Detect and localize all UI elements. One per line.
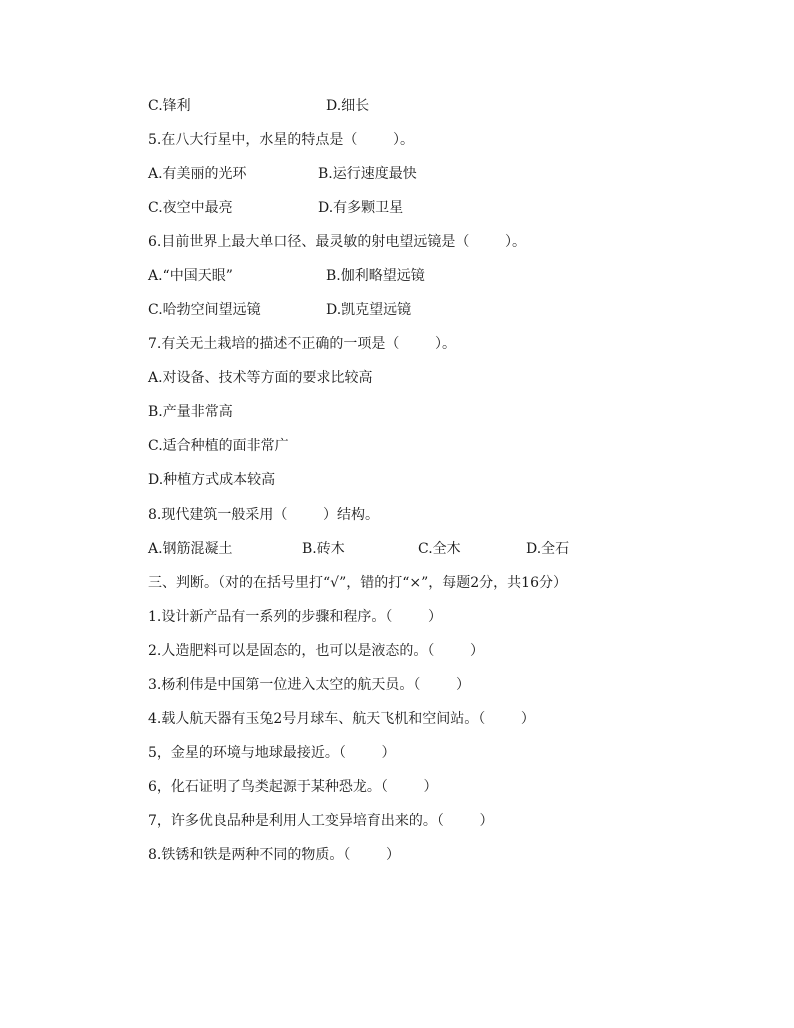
option-d: D.种植方式成本较高 (148, 472, 276, 488)
judgment-1: 1.设计新产品有一系列的步骤和程序。（ ） (148, 609, 442, 625)
option-c: C.夜空中最亮 (148, 200, 233, 216)
option-b: B.砖木 (302, 541, 345, 557)
option-d: D.有多颗卫星 (318, 200, 404, 216)
judgment-7: 7，许多优良品种是利用人工变异培育出来的。（ ） (148, 813, 494, 829)
option-d: D.细长 (326, 98, 370, 114)
option-a: A.有美丽的光环 (148, 166, 247, 182)
question-7: 7.有关无土栽培的描述不正确的一项是（ ）。 (148, 336, 456, 352)
judgment-5: 5，金星的环境与地球最接近。（ ） (148, 745, 396, 761)
option-c: C.哈勃空间望远镜 (148, 302, 261, 318)
judgment-6: 6，化石证明了鸟类起源于某种恐龙。（ ） (148, 779, 438, 795)
option-b: B.伽利略望远镜 (326, 268, 425, 284)
option-a: A.钢筋混凝土 (148, 541, 233, 557)
option-d: D.凯克望远镜 (326, 302, 412, 318)
option-c: C.锋利 (148, 98, 191, 114)
option-d: D.全石 (526, 541, 570, 557)
judgment-2: 2.人造肥料可以是固态的，也可以是液态的。（ ） (148, 643, 484, 659)
judgment-4: 4.载人航天器有玉兔2号月球车、航天飞机和空间站。（ ） (148, 711, 535, 727)
question-8: 8.现代建筑一般采用（ ）结构。 (148, 507, 379, 523)
question-5: 5.在八大行星中，水星的特点是（ ）。 (148, 132, 414, 148)
question-6: 6.目前世界上最大单口径、最灵敏的射电望远镜是（ ）。 (148, 234, 526, 250)
option-b: B.产量非常高 (148, 404, 233, 420)
option-a: A.“中国天眼” (148, 268, 233, 284)
section-heading: 三、判断。（对的在括号里打“√”，错的打“×”，每题2分，共16分） (148, 575, 568, 591)
judgment-8: 8.铁锈和铁是两种不同的物质。（ ） (148, 847, 400, 863)
option-c: C.适合种植的面非常广 (148, 438, 289, 454)
option-c: C.全木 (418, 541, 461, 557)
option-a: A.对设备、技术等方面的要求比较高 (148, 370, 373, 386)
judgment-3: 3.杨利伟是中国第一位进入太空的航天员。（ ） (148, 677, 470, 693)
option-b: B.运行速度最快 (318, 166, 417, 182)
